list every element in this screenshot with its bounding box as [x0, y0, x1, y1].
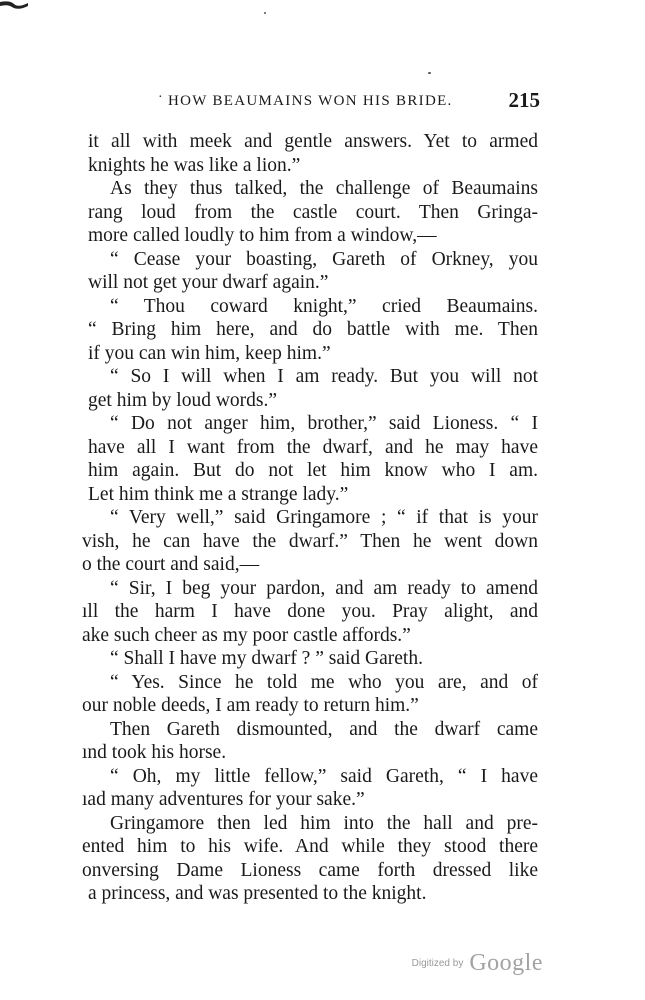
text-line: Then Gareth dismounted, and the dwarf came — [110, 718, 538, 740]
dust-speck — [264, 12, 266, 14]
text-line: ented him to his wife. And while they stood there — [82, 836, 538, 857]
text-line: vish, he can have the dwarf.” Then he went down — [82, 530, 538, 552]
text-line: it all with meek and gentle answers. Yet to armed — [88, 131, 538, 152]
page-number: 215 — [508, 88, 540, 112]
text-line: ınd took his horse. — [82, 742, 227, 763]
text-line: “ Do not anger him, brother,” said Lioness. “ I — [110, 413, 538, 434]
text-line: will not get your dwarf again.” — [88, 272, 329, 293]
running-head — [140, 88, 540, 112]
page-body — [82, 130, 538, 906]
text-line: ıad many adventures for your sake.” — [82, 789, 365, 810]
text-line: a princess, and was presented to the knight. — [88, 883, 427, 904]
text-line: “ Bring him here, and do battle with me. Then — [88, 319, 538, 340]
header-dot: · — [158, 90, 163, 105]
google-logo: Google — [469, 950, 543, 976]
text-line: onversing Dame Lioness came forth dressed like — [82, 859, 538, 881]
page-corner-mark — [0, 0, 28, 10]
google-watermark — [412, 950, 543, 982]
text-line: o the court and said,— — [82, 554, 260, 575]
text-line: “ Cease your boasting, Gareth of Orkney, you — [110, 248, 538, 270]
text-line: Gringamore then led him into the hall and pre- — [110, 812, 538, 834]
text-line: if you can win him, keep him.” — [88, 342, 331, 364]
text-line: him again. But do not let him know who I am. — [88, 460, 538, 481]
text-line: “ Oh, my little fellow,” said Gareth, “ I have — [110, 765, 538, 787]
running-title: HOW BEAUMAINS WON HIS BRIDE. — [168, 93, 453, 109]
text-line: “ Thou coward knight,” cried Beaumains. — [110, 295, 538, 317]
text-line: our noble deeds, I am ready to return him.” — [82, 695, 419, 716]
text-line: more called loudly to him from a window,— — [88, 225, 437, 246]
dust-speck — [428, 72, 431, 74]
text-line: rang loud from the castle court. Then Gringa- — [88, 201, 538, 223]
text-line: “ Sir, I beg your pardon, and am ready to amend — [110, 577, 538, 599]
text-line: “ Very well,” said Gringamore ; “ if that is your — [110, 507, 538, 528]
text-line: “ Shall I have my dwarf ? ” said Gareth. — [110, 648, 423, 669]
text-line: knights he was like a lion.” — [88, 154, 301, 176]
text-line: As they thus talked, the challenge of Beaumains — [110, 178, 538, 199]
text-line: ake such cheer as my poor castle affords.” — [82, 624, 411, 646]
text-line: have all I want from the dwarf, and he may have — [88, 436, 538, 458]
digitized-by-label: Digitized by — [411, 958, 464, 969]
text-line: get him by loud words.” — [88, 389, 278, 411]
text-line: Let him think me a strange lady.” — [88, 483, 349, 505]
text-line: ıll the harm I have done you. Pray alight, and — [82, 601, 538, 622]
text-line: “ So I will when I am ready. But you will not — [110, 366, 538, 387]
text-line: “ Yes. Since he told me who you are, and of — [110, 671, 538, 693]
